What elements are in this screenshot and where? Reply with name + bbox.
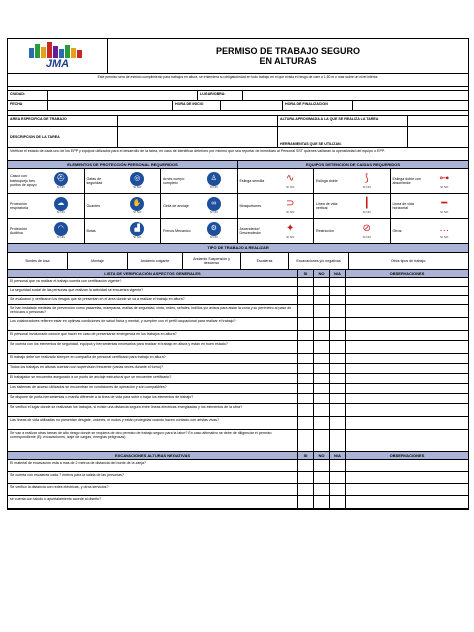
checklist-row — [8, 287, 468, 296]
header-row — [8, 39, 468, 74]
work-type-header-row — [8, 244, 468, 253]
checklist-question: Se cuenta con escaleras cada 7 metros para la salida de las personas? — [8, 472, 298, 483]
ppe-item-visual — [423, 172, 467, 190]
date-label: FECHA — [8, 101, 48, 110]
anchor-strap-icon: ∞ — [207, 197, 221, 211]
observation-field[interactable] — [346, 278, 468, 286]
ppe-row — [8, 194, 468, 219]
ppe-item-label: Eslinga doble — [316, 178, 338, 183]
tools-field[interactable] — [408, 127, 468, 147]
ppe-item-label: Mosquetones — [239, 203, 262, 208]
ppe-item — [85, 169, 162, 193]
checkbox-si[interactable] — [298, 496, 314, 508]
observation-field[interactable] — [346, 417, 468, 429]
ppe-item — [238, 169, 315, 193]
observation-field[interactable] — [346, 460, 468, 471]
goggles-icon: ◎ — [130, 172, 144, 186]
work-type-option[interactable]: Andamio colgante — [128, 253, 183, 269]
checkbox-no[interactable] — [314, 364, 330, 373]
checkbox-no[interactable] — [314, 331, 330, 340]
work-type-option[interactable]: Andamio Suspensión y descenso — [183, 253, 241, 269]
checkbox-no[interactable] — [314, 318, 330, 330]
area-field[interactable] — [118, 116, 278, 126]
city-field[interactable] — [48, 91, 198, 100]
ppe-item-visual — [193, 172, 235, 190]
work-type-option[interactable]: Excavaciones y/o negativas — [289, 253, 349, 269]
ppe-item-checkboxes[interactable]: SI NO — [56, 185, 65, 190]
checkbox-na[interactable] — [330, 404, 346, 416]
ppe-item-visual — [346, 172, 388, 190]
ppe-item — [314, 169, 391, 193]
area-row — [8, 116, 468, 127]
checkbox-no[interactable] — [314, 496, 330, 508]
checkbox-na[interactable] — [330, 331, 346, 340]
checklist-row — [8, 404, 468, 417]
ppe-item-label: Protección Auditiva — [10, 226, 27, 235]
ppe-item-visual — [270, 197, 312, 215]
checkbox-no[interactable] — [314, 417, 330, 429]
checkbox-no[interactable] — [314, 305, 330, 317]
ppe-row — [8, 219, 468, 244]
observation-field[interactable] — [346, 374, 468, 383]
checklist-question: Los colaboradores refieren estar en optimas condiciones de salud física y mental, y cumplen con el perfil ocupacional para realizar el trabajo? — [8, 318, 298, 330]
checklist-col-si: SI — [298, 270, 314, 277]
checkbox-si[interactable] — [298, 394, 314, 403]
ppe-item-checkboxes[interactable]: SI NO — [133, 210, 142, 215]
checkbox-si[interactable] — [298, 364, 314, 373]
checklist-question: El material de excavación esta a mas de 2 metros de distancia del borde de la zanja? — [8, 460, 298, 471]
logo-buildings-icon — [23, 42, 93, 58]
height-field[interactable] — [408, 116, 468, 126]
ppe-item-visual — [270, 222, 312, 240]
start-time-label: HORA DE INICIO — [173, 101, 221, 110]
ppe-item-label: Linea de vida horizontal — [392, 201, 414, 210]
intro-row — [8, 74, 468, 87]
ppe-item-label: Frenos Mecanico — [163, 228, 191, 233]
checklist-question: La seguridad social de las personas que realizan la actividad se encuentra vigente? — [8, 287, 298, 295]
harness-icon: ♙ — [207, 172, 221, 186]
intro-text: Este permiso sera de estricto cumplimiento para trabajos en altura, se entendera su obligatoriedad en todo trabajo en el que exista el riesgo de caer a 1,50 m o mas sobre un nivel inferior. — [97, 75, 379, 79]
city-label: CIUDAD: — [8, 91, 48, 100]
checkbox-no[interactable] — [314, 384, 330, 393]
ppe-item-label: Cinta de anclaje — [163, 203, 189, 208]
checkbox-na[interactable] — [330, 364, 346, 373]
checkbox-si[interactable] — [298, 484, 314, 495]
observation-field[interactable] — [346, 364, 468, 373]
title-cell — [108, 39, 468, 73]
ppe-item-checkboxes[interactable]: SI NO — [362, 235, 371, 240]
checkbox-si[interactable] — [298, 318, 314, 330]
checkbox-na[interactable] — [330, 484, 346, 495]
ppe-item-visual — [270, 172, 312, 190]
checklist-question: se cuenta con taludo o apuntalamiento acorde al diseño? — [8, 496, 298, 508]
boots-icon: ▟ — [130, 222, 144, 236]
checklist-row — [8, 374, 468, 384]
ppe-item — [238, 219, 315, 243]
ppe-item — [314, 219, 391, 243]
ppe-item — [238, 194, 315, 218]
checklist-question: Todos los trabajos en alturas cuentan con supervision frecuente (varias veces durante el turno)? — [8, 364, 298, 373]
ppe-item-visual — [40, 197, 82, 215]
observation-field[interactable] — [346, 341, 468, 353]
checkbox-na[interactable] — [330, 354, 346, 363]
work-type-option[interactable]: Otros tipos de trabajo: — [390, 258, 427, 263]
ppe-item-checkboxes[interactable]: SI NO — [362, 185, 371, 190]
observation-field[interactable] — [346, 484, 468, 495]
checkbox-no[interactable] — [314, 341, 330, 353]
observation-field[interactable] — [346, 354, 468, 363]
ppe-item-label: Linea de vida vertical — [316, 201, 338, 210]
ppe-item-visual — [117, 172, 159, 190]
observation-field[interactable] — [346, 296, 468, 304]
ppe-item-checkboxes[interactable]: SI NO — [286, 235, 295, 240]
checkbox-si[interactable] — [298, 305, 314, 317]
checklist-question: Los sistemas de acceso utilizados se encuentran en condiciones de operación y son compatibles? — [8, 384, 298, 393]
city-row — [8, 91, 468, 101]
absorber-icon: ⊶ — [437, 172, 451, 186]
ppe-item — [161, 219, 238, 243]
ppe-grid — [8, 169, 468, 244]
ppe-item-checkboxes[interactable]: SI NO — [133, 185, 142, 190]
checkbox-na[interactable] — [330, 394, 346, 403]
checklist-question: Se verifico el lugar donde se realizaran los trabajos, si existe una distancia segura entre líneas electricas energizadas y los elementos de la obra? — [8, 404, 298, 416]
checkbox-na[interactable] — [330, 305, 346, 317]
checkbox-si[interactable] — [298, 404, 314, 416]
checklist-question: Se cuenta con los elementos de seguridad, equipos y herramientas necesarios para realizar el trabajo en altura y están en buen estado? — [8, 341, 298, 353]
checklist-row — [8, 341, 468, 354]
verify-note: Verificar el estado de cada uno de los EPP y equipos utilizados para el desarrollo de la tarea, en caso de identificar deterioro por minimo que sea reportar de inmediato al Personal SST quienes valitaran la operatividad del equipo o EPP. — [10, 149, 385, 153]
end-time-field[interactable] — [353, 101, 468, 110]
checklist-question: El personal que va realizar el trabajo cuenta con certificación vigente? — [8, 278, 298, 286]
form-subtitle: EN ALTURAS — [259, 56, 317, 66]
ppe-row — [8, 169, 468, 194]
checklist-question: El trabajo debe ser realizado siempre en compañía de personal certificado para trabajo en altura? — [8, 354, 298, 363]
checklist-header: LISTA DE VERIFICACIÓN ASPECTOS GENERALES — [8, 270, 298, 277]
checklist-row — [8, 484, 468, 496]
start-time-field[interactable] — [221, 101, 283, 110]
checkbox-si[interactable] — [298, 354, 314, 363]
checklist-header-row — [8, 270, 468, 278]
checkbox-no[interactable] — [314, 394, 330, 403]
ppe-item — [314, 194, 391, 218]
ppe-item-checkboxes[interactable]: SI NO — [56, 210, 65, 215]
checklist-col-na: N/A — [330, 270, 346, 277]
checklist-row — [8, 296, 468, 305]
checklist-row — [8, 318, 468, 331]
observation-field[interactable] — [346, 384, 468, 393]
ppe-item — [161, 194, 238, 218]
negativas-header-row — [8, 452, 468, 460]
checkbox-na[interactable] — [330, 278, 346, 286]
checklist-row — [8, 472, 468, 484]
checkbox-na[interactable] — [330, 496, 346, 508]
checklist-row — [8, 460, 468, 472]
ppe-item-checkboxes[interactable]: SI NO — [440, 235, 449, 240]
ppe-item-visual — [423, 222, 467, 240]
brake-icon: ⚙ — [207, 222, 221, 236]
observation-field[interactable] — [346, 305, 468, 317]
checkbox-si[interactable] — [298, 341, 314, 353]
checkbox-no[interactable] — [314, 430, 330, 451]
checkbox-na[interactable] — [330, 296, 346, 304]
work-type-option[interactable]: Escaleras — [241, 253, 289, 269]
checklist-row — [8, 417, 468, 430]
checkbox-na[interactable] — [330, 341, 346, 353]
ppe-item-label: Eslinga doble con absorbedor — [392, 176, 421, 185]
checklist-question: Se han instalado medidas de prevencion como pasarelas, mamparas, mallas de seguridad, cinta, redes, señales, bolillos y/o avisos para aislar la zona y su perímetro al paso de vehículos o personas? — [8, 305, 298, 317]
permit-sheet — [7, 38, 469, 510]
ppe-item — [391, 219, 469, 243]
ppe-item-visual — [193, 222, 235, 240]
ppe-item-checkboxes[interactable]: SI NO — [56, 235, 65, 240]
checklist-row — [8, 278, 468, 287]
restriction-icon: ⊘ — [360, 222, 374, 236]
checkbox-si[interactable] — [298, 417, 314, 429]
checklist-question: El personal involucrado conoce que hacer en caso de presentarse emergencia en los trabajos en altura? — [8, 331, 298, 340]
checkbox-na[interactable] — [330, 374, 346, 383]
respirator-icon: ☁ — [54, 197, 68, 211]
checklist-row — [8, 305, 468, 318]
ppe-item-label: Botas — [86, 228, 96, 233]
checklist-row — [8, 394, 468, 404]
logo-text: JMA — [45, 58, 70, 71]
ppe-item-checkboxes[interactable]: SI NO — [286, 185, 295, 190]
ppe-item-checkboxes[interactable]: SI NO — [209, 235, 218, 240]
checkbox-no[interactable] — [314, 374, 330, 383]
ppe-item — [85, 219, 162, 243]
checklist-row — [8, 496, 468, 509]
observation-field[interactable] — [346, 472, 468, 483]
observation-field[interactable] — [346, 404, 468, 416]
form-title: PERMISO DE TRABAJO SEGURO — [215, 46, 361, 56]
description-field[interactable] — [118, 127, 278, 147]
ppe-item-label: Casco con barbuquejo tres puntos de apoyo — [10, 174, 37, 188]
observation-field[interactable] — [346, 430, 468, 451]
checkbox-si[interactable] — [298, 384, 314, 393]
ppe-item — [85, 194, 162, 218]
date-row — [8, 101, 468, 111]
checkbox-na[interactable] — [330, 318, 346, 330]
place-label: LUGAR/OBRA: — [198, 91, 243, 100]
ppe-item — [8, 219, 85, 243]
ppe-item — [391, 194, 469, 218]
carabiner-icon: ⊃ — [283, 197, 297, 211]
checklist-col-observaciones: OBSERVACIONES — [346, 270, 468, 277]
vertical-line-icon: ┃ — [360, 197, 374, 211]
checkbox-si[interactable] — [298, 460, 314, 471]
logo-cell — [8, 39, 108, 73]
checklist-row — [8, 364, 468, 374]
ppe-item-label: Arnés cuerpo completo — [163, 176, 185, 185]
description-label: DESCRIPCION DE LA TAREA — [8, 127, 118, 147]
work-type-option[interactable]: Bordes de losa — [8, 253, 68, 269]
double-lanyard-icon: ⟆ — [360, 172, 374, 186]
horizontal-line-icon: ━ — [437, 197, 451, 211]
ppe-item-visual — [193, 197, 235, 215]
negativas-col-si: SI — [298, 452, 314, 459]
checkbox-no[interactable] — [314, 484, 330, 495]
ppe-item — [8, 194, 85, 218]
checkbox-no[interactable] — [314, 404, 330, 416]
fall-header: EQUIPOS DETENCION DE CAIDAS REQUERIDOS — [238, 161, 468, 168]
ppe-item-visual — [346, 197, 388, 215]
checkbox-si[interactable] — [298, 374, 314, 383]
ppe-item-label: Guantes — [86, 203, 101, 208]
ppe-item-checkboxes[interactable]: SI NO — [440, 210, 449, 215]
ppe-item-visual — [40, 222, 82, 240]
checkbox-no[interactable] — [314, 296, 330, 304]
observation-field[interactable] — [346, 287, 468, 295]
checkbox-na[interactable] — [330, 417, 346, 429]
end-time-label: HORA DE FINALIZACION — [283, 101, 353, 110]
tools-label: HERRAMIENTAS QUE SE UTILIZAN. — [278, 127, 408, 147]
checkbox-no[interactable] — [314, 278, 330, 286]
checkbox-na[interactable] — [330, 460, 346, 471]
negativas-col-no: NO — [314, 452, 330, 459]
descender-icon: ✦ — [283, 222, 297, 236]
checkbox-na[interactable] — [330, 472, 346, 483]
checkbox-no[interactable] — [314, 460, 330, 471]
negativas-col-observaciones: OBSERVACIONES — [346, 452, 468, 459]
ppe-item-checkboxes[interactable]: SI NO — [440, 185, 449, 190]
work-type-option[interactable]: Montaje — [68, 253, 128, 269]
area-label: AREA ESPECIFICA DE TRABAJO — [8, 116, 118, 126]
checklist-question: Se van a realizar otras tareas de alto riesgo donde se requiera de otro permiso de trabajo seguro para la labor? En caso afirmativo se debe de diligenciar el permiso correspondiente (Ej: excavaciones, izaje de cargas, energias peligrosas) — [8, 430, 298, 451]
ppe-item-visual — [117, 197, 159, 215]
checklist-question: Se verifico la distancia con redes eléctricas, y otros servicios? — [8, 484, 298, 495]
checkbox-si[interactable] — [298, 296, 314, 304]
checklist-row — [8, 430, 468, 452]
checklist-row — [8, 384, 468, 394]
checklist-question: Se dispone de porta-herramientas o manila diferente a la línea de vida para subir o bajar los elementos de trabajo? — [8, 394, 298, 403]
checkbox-na[interactable] — [330, 384, 346, 393]
checkbox-si[interactable] — [298, 472, 314, 483]
ppe-item-label: Ascendedor/ Descendedor — [239, 226, 261, 235]
other-icon: … — [437, 222, 451, 236]
description-row — [8, 127, 468, 148]
checkbox-si[interactable] — [298, 287, 314, 295]
ppe-item-checkboxes[interactable]: SI NO — [133, 235, 142, 240]
checkbox-si[interactable] — [298, 331, 314, 340]
ppe-item-label: Gafas de seguridad — [86, 176, 103, 185]
ppe-item-checkboxes[interactable]: SI NO — [362, 210, 371, 215]
checkbox-na[interactable] — [330, 430, 346, 451]
checkbox-si[interactable] — [298, 278, 314, 286]
work-type-header: TIPO DE TRABAJO A REALIZAR — [8, 244, 468, 252]
checkbox-si[interactable] — [298, 430, 314, 451]
ppe-header-row — [8, 161, 468, 169]
helmet-icon: ⛑ — [54, 172, 68, 186]
ppe-item — [161, 169, 238, 193]
observation-field[interactable] — [346, 318, 468, 330]
checkbox-no[interactable] — [314, 354, 330, 363]
date-field[interactable] — [48, 101, 173, 110]
checkbox-no[interactable] — [314, 287, 330, 295]
negativas-header: EXCAVACIONES ALTURAS NEGATIVAS — [8, 452, 298, 459]
negativas-col-na: N/A — [330, 452, 346, 459]
checklist-body — [8, 278, 468, 452]
checklist-row — [8, 354, 468, 364]
height-label: ALTURA APROXIMADA A LA QUE SE REALIZA LA TAREA — [278, 116, 408, 126]
checklist-row — [8, 331, 468, 341]
ppe-header: ELEMENTOS DE PROTECCIÓN PERSONAL REQUERIDOS — [8, 161, 238, 168]
observation-field[interactable] — [346, 394, 468, 403]
ppe-item-label: Eslinga sencilla — [239, 178, 265, 183]
ppe-item-label: Otros: — [392, 228, 403, 233]
checklist-col-no: NO — [314, 270, 330, 277]
ear-protection-icon: ◠ — [54, 222, 68, 236]
ppe-item-visual — [117, 222, 159, 240]
ppe-item-visual — [40, 172, 82, 190]
ppe-item-checkboxes[interactable]: SI NO — [209, 185, 218, 190]
checkbox-na[interactable] — [330, 287, 346, 295]
ppe-item-label: Restricción — [316, 228, 334, 233]
checklist-question: Las líneas de vida utilizadas no presentan desgate, uniones, ni nudos y están protegidas cuando hacen contacto con aristas vivas? — [8, 417, 298, 429]
checkbox-no[interactable] — [314, 472, 330, 483]
observation-field[interactable] — [346, 496, 468, 508]
logo — [23, 42, 93, 70]
checklist-question: Se evaluaron y verificaron los riesgos que se presentan en el área donde se va a realizar el trabajo en altura? — [8, 296, 298, 304]
place-field[interactable] — [243, 91, 468, 100]
verify-row — [8, 148, 468, 161]
ppe-item — [8, 169, 85, 193]
negativas-body — [8, 460, 468, 509]
lanyard-icon: ∿ — [283, 172, 297, 186]
ppe-item-visual — [423, 197, 467, 215]
ppe-item-checkboxes[interactable]: SI NO — [209, 210, 218, 215]
observation-field[interactable] — [346, 331, 468, 340]
ppe-item — [391, 169, 469, 193]
ppe-item-visual — [346, 222, 388, 240]
ppe-item-label: Protección respiratoria — [10, 201, 28, 210]
gloves-icon: ✋ — [130, 197, 144, 211]
work-types-row — [8, 253, 468, 270]
ppe-item-checkboxes[interactable]: SI NO — [286, 210, 295, 215]
checklist-question: El trabajador se encuentra asegurado a un punto de anclaje estructural que se encuentre certificado? — [8, 374, 298, 383]
